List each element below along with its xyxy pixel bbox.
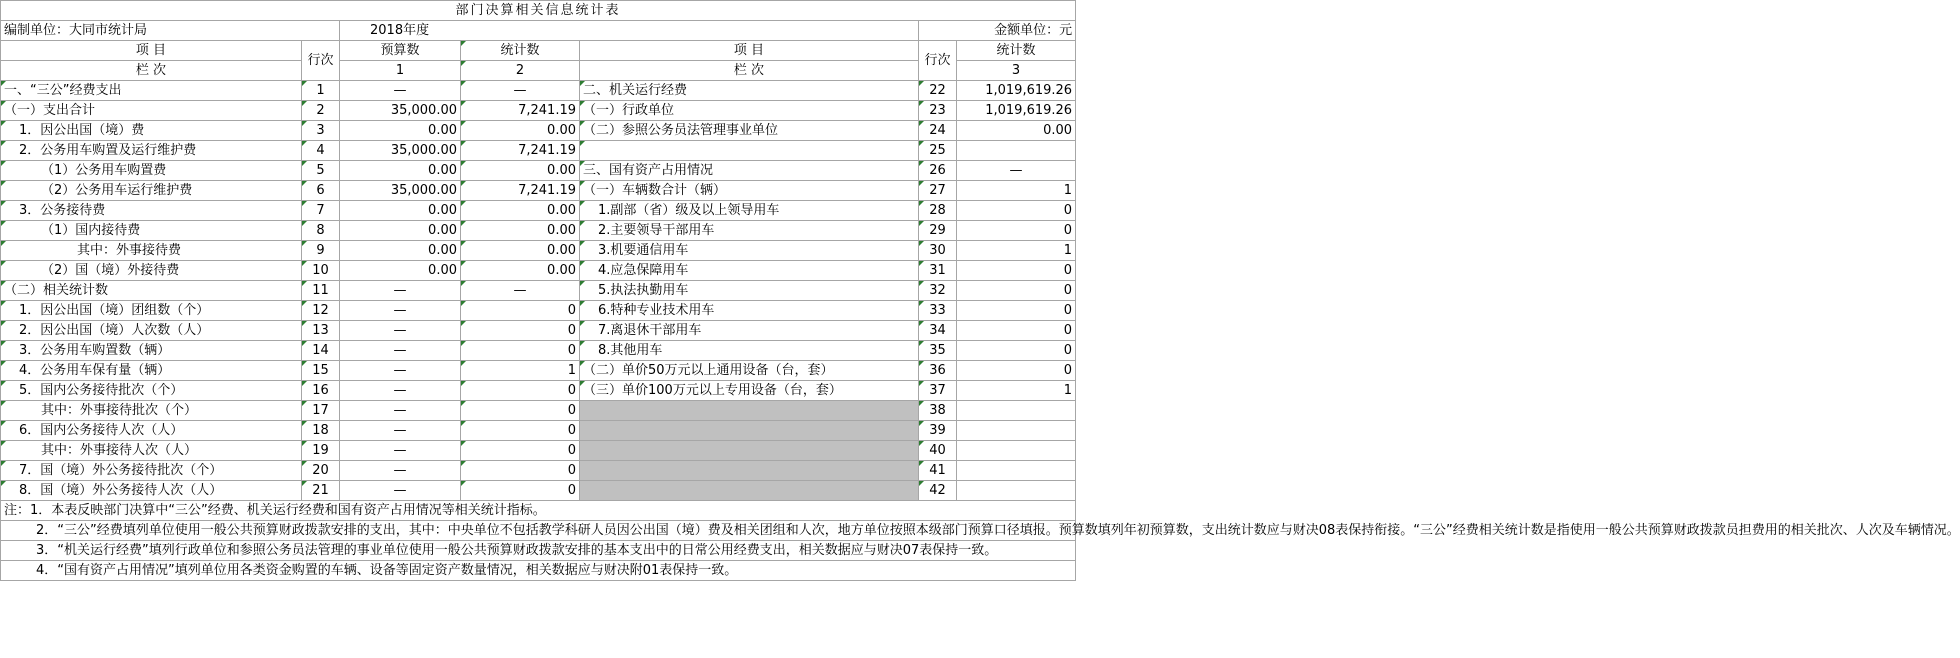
left-label: 5．国内公务接待批次（个）: [1, 381, 302, 401]
left-budget: —: [340, 341, 461, 361]
right-stat: 0: [957, 341, 1076, 361]
header-right-item: 项 目: [580, 41, 919, 61]
right-row-no: 22: [919, 81, 957, 101]
left-label: 3．公务用车购置数（辆）: [1, 341, 302, 361]
left-row-no: 18: [302, 421, 340, 441]
table-row: [1, 281, 1076, 301]
right-stat: 0: [957, 301, 1076, 321]
right-label: 4.应急保障用车: [580, 261, 919, 281]
left-budget: —: [340, 361, 461, 381]
right-label: 3.机要通信用车: [580, 241, 919, 261]
left-row-no: 21: [302, 481, 340, 501]
table-row: [1, 261, 1076, 281]
table-row: [1, 421, 1076, 441]
right-stat: 1: [957, 241, 1076, 261]
left-label: （二）相关统计数: [1, 281, 302, 301]
right-row-no: 37: [919, 381, 957, 401]
left-label: 6．国内公务接待人次（人）: [1, 421, 302, 441]
right-row-no: 39: [919, 421, 957, 441]
left-stat: 0: [461, 321, 580, 341]
left-stat: 0.00: [461, 241, 580, 261]
right-stat: 1,019,619.26: [957, 101, 1076, 121]
left-label: （1）公务用车购置费: [1, 161, 302, 181]
left-budget: 0.00: [340, 201, 461, 221]
left-budget: —: [340, 81, 461, 101]
header-budget: 预算数: [340, 41, 461, 61]
left-stat: 0: [461, 421, 580, 441]
right-stat: [957, 481, 1076, 501]
right-stat: —: [957, 161, 1076, 181]
right-stat: 0: [957, 361, 1076, 381]
left-budget: 0.00: [340, 241, 461, 261]
right-row-no: 38: [919, 401, 957, 421]
right-row-no: 31: [919, 261, 957, 281]
right-stat: [957, 421, 1076, 441]
left-label: 7．国（境）外公务接待批次（个）: [1, 461, 302, 481]
right-row-no: 24: [919, 121, 957, 141]
left-stat: 0: [461, 481, 580, 501]
right-row-no: 35: [919, 341, 957, 361]
right-label: 6.特种专业技术用车: [580, 301, 919, 321]
header-right-row-no: 行次: [919, 41, 957, 81]
left-stat: —: [461, 281, 580, 301]
right-label: 8.其他用车: [580, 341, 919, 361]
left-stat: 0: [461, 301, 580, 321]
right-stat: 0: [957, 261, 1076, 281]
right-row-no: 36: [919, 361, 957, 381]
right-stat: 1: [957, 181, 1076, 201]
right-row-no: 34: [919, 321, 957, 341]
header-stat: 统计数: [461, 41, 580, 61]
left-row-no: 2: [302, 101, 340, 121]
right-stat: [957, 461, 1076, 481]
right-label: 三、国有资产占用情况: [580, 161, 919, 181]
left-stat: 7,241.19: [461, 101, 580, 121]
table-row: [1, 461, 1076, 481]
table-row: [1, 361, 1076, 381]
page-title: 部门决算相关信息统计表: [1, 1, 1076, 21]
right-label: （一）行政单位: [580, 101, 919, 121]
header-stat-no: 2: [461, 61, 580, 81]
left-row-no: 4: [302, 141, 340, 161]
left-label: 1．因公出国（境）团组数（个）: [1, 301, 302, 321]
table-row: [1, 381, 1076, 401]
left-row-no: 13: [302, 321, 340, 341]
left-budget: 35,000.00: [340, 141, 461, 161]
amount-unit: 金额单位：元: [919, 21, 1076, 41]
left-budget: —: [340, 481, 461, 501]
left-row-no: 15: [302, 361, 340, 381]
table-row: [1, 481, 1076, 501]
header-column: 栏 次: [1, 61, 302, 81]
left-budget: —: [340, 401, 461, 421]
left-budget: —: [340, 321, 461, 341]
table-row: [1, 101, 1076, 121]
table-row: [1, 221, 1076, 241]
left-stat: 7,241.19: [461, 141, 580, 161]
note-3: 3．“机关运行经费”填列行政单位和参照公务员法管理的事业单位使用一般公共预算财政拨款安排的基本支出中的日常公用经费支出，相关数据应与财决07表保持一致。: [1, 541, 1076, 561]
right-label: [580, 461, 919, 481]
table-row: [1, 201, 1076, 221]
left-row-no: 12: [302, 301, 340, 321]
header-budget-no: 1: [340, 61, 461, 81]
left-stat: 1: [461, 361, 580, 381]
table-row: [1, 141, 1076, 161]
fiscal-year: 2018年度: [340, 21, 919, 41]
note-4: 4．“国有资产占用情况”填列单位用各类资金购置的车辆、设备等固定资产数量情况，相关数据应与财决附01表保持一致。: [1, 561, 1076, 581]
table-row: [1, 321, 1076, 341]
left-budget: —: [340, 301, 461, 321]
left-row-no: 9: [302, 241, 340, 261]
right-label: （一）车辆数合计（辆）: [580, 181, 919, 201]
right-stat: 0: [957, 321, 1076, 341]
table-row: [1, 161, 1076, 181]
table-row: [1, 181, 1076, 201]
left-budget: 0.00: [340, 121, 461, 141]
right-row-no: 41: [919, 461, 957, 481]
left-budget: —: [340, 441, 461, 461]
left-label: 其中：外事接待人次（人）: [1, 441, 302, 461]
left-row-no: 10: [302, 261, 340, 281]
left-stat: 0: [461, 461, 580, 481]
right-row-no: 27: [919, 181, 957, 201]
left-label: （2）国（境）外接待费: [1, 261, 302, 281]
left-row-no: 16: [302, 381, 340, 401]
header-row-no: 行次: [302, 41, 340, 81]
right-row-no: 42: [919, 481, 957, 501]
left-budget: —: [340, 381, 461, 401]
right-row-no: 23: [919, 101, 957, 121]
left-label: 其中：外事接待费: [1, 241, 302, 261]
right-stat: [957, 141, 1076, 161]
table-row: [1, 341, 1076, 361]
table-row: [1, 441, 1076, 461]
left-stat: 0.00: [461, 221, 580, 241]
right-row-no: 29: [919, 221, 957, 241]
right-stat: [957, 441, 1076, 461]
right-label: 二、机关运行经费: [580, 81, 919, 101]
reporting-unit: 编制单位：大同市统计局: [1, 21, 340, 41]
right-row-no: 26: [919, 161, 957, 181]
left-row-no: 1: [302, 81, 340, 101]
left-budget: 0.00: [340, 261, 461, 281]
left-label: （2）公务用车运行维护费: [1, 181, 302, 201]
left-row-no: 11: [302, 281, 340, 301]
left-stat: 0: [461, 381, 580, 401]
left-label: 其中：外事接待批次（个）: [1, 401, 302, 421]
right-label: [580, 401, 919, 421]
left-row-no: 5: [302, 161, 340, 181]
left-stat: 0.00: [461, 261, 580, 281]
right-row-no: 40: [919, 441, 957, 461]
left-row-no: 8: [302, 221, 340, 241]
left-row-no: 19: [302, 441, 340, 461]
left-label: 1．因公出国（境）费: [1, 121, 302, 141]
left-stat: 0: [461, 341, 580, 361]
right-row-no: 32: [919, 281, 957, 301]
right-stat: 1: [957, 381, 1076, 401]
header-right-column: 栏 次: [580, 61, 919, 81]
right-stat: 1,019,619.26: [957, 81, 1076, 101]
left-label: 4．公务用车保有量（辆）: [1, 361, 302, 381]
right-label: [580, 481, 919, 501]
right-stat: 0: [957, 201, 1076, 221]
left-budget: 35,000.00: [340, 181, 461, 201]
left-stat: 7,241.19: [461, 181, 580, 201]
table-row: [1, 301, 1076, 321]
left-stat: 0: [461, 441, 580, 461]
right-label: 7.离退休干部用车: [580, 321, 919, 341]
right-label: 2.主要领导干部用车: [580, 221, 919, 241]
right-label: （三）单价100万元以上专用设备（台，套）: [580, 381, 919, 401]
left-label: 3．公务接待费: [1, 201, 302, 221]
left-label: 2．因公出国（境）人次数（人）: [1, 321, 302, 341]
left-label: 8．国（境）外公务接待人次（人）: [1, 481, 302, 501]
left-budget: 0.00: [340, 161, 461, 181]
left-label: （1）国内接待费: [1, 221, 302, 241]
right-stat: [957, 401, 1076, 421]
right-label: （二）单价50万元以上通用设备（台，套）: [580, 361, 919, 381]
right-label: [580, 421, 919, 441]
right-stat: 0.00: [957, 121, 1076, 141]
right-stat: 0: [957, 221, 1076, 241]
left-budget: —: [340, 421, 461, 441]
right-label: 5.执法执勤用车: [580, 281, 919, 301]
header-right-stat: 统计数: [957, 41, 1076, 61]
left-stat: 0.00: [461, 201, 580, 221]
table-row: [1, 241, 1076, 261]
left-label: 一、“三公”经费支出: [1, 81, 302, 101]
left-budget: —: [340, 281, 461, 301]
left-stat: 0.00: [461, 161, 580, 181]
right-row-no: 28: [919, 201, 957, 221]
left-row-no: 7: [302, 201, 340, 221]
left-stat: —: [461, 81, 580, 101]
note-2: 2．“三公”经费填列单位使用一般公共预算财政拨款安排的支出，其中：中央单位不包括教学科研人员因公出国（境）费及相关团组和人次，地方单位按照本级部门预算口径填报。预算数填列年初预算数，支出统计数应与财决08表保持衔接。“三公”经费相关统计数是指使用一般公共预算财政拨款员担费用的相关批次、人次及车辆情况。: [1, 521, 1076, 541]
left-budget: 35,000.00: [340, 101, 461, 121]
note-1: 注：1．本表反映部门决算中“三公”经费、机关运行经费和国有资产占用情况等相关统计指标。: [1, 501, 1076, 521]
left-row-no: 17: [302, 401, 340, 421]
left-budget: —: [340, 461, 461, 481]
table-row: [1, 81, 1076, 101]
left-label: 2．公务用车购置及运行维护费: [1, 141, 302, 161]
header-item: 项 目: [1, 41, 302, 61]
table-row: [1, 401, 1076, 421]
right-stat: 0: [957, 281, 1076, 301]
right-label: [580, 141, 919, 161]
left-label: （一）支出合计: [1, 101, 302, 121]
left-stat: 0: [461, 401, 580, 421]
right-label: [580, 441, 919, 461]
left-budget: 0.00: [340, 221, 461, 241]
right-label: （二）参照公务员法管理事业单位: [580, 121, 919, 141]
left-row-no: 3: [302, 121, 340, 141]
left-row-no: 14: [302, 341, 340, 361]
left-stat: 0.00: [461, 121, 580, 141]
right-row-no: 33: [919, 301, 957, 321]
left-row-no: 20: [302, 461, 340, 481]
header-right-stat-no: 3: [957, 61, 1076, 81]
right-row-no: 30: [919, 241, 957, 261]
right-row-no: 25: [919, 141, 957, 161]
right-label: 1.副部（省）级及以上领导用车: [580, 201, 919, 221]
left-row-no: 6: [302, 181, 340, 201]
table-row: [1, 121, 1076, 141]
